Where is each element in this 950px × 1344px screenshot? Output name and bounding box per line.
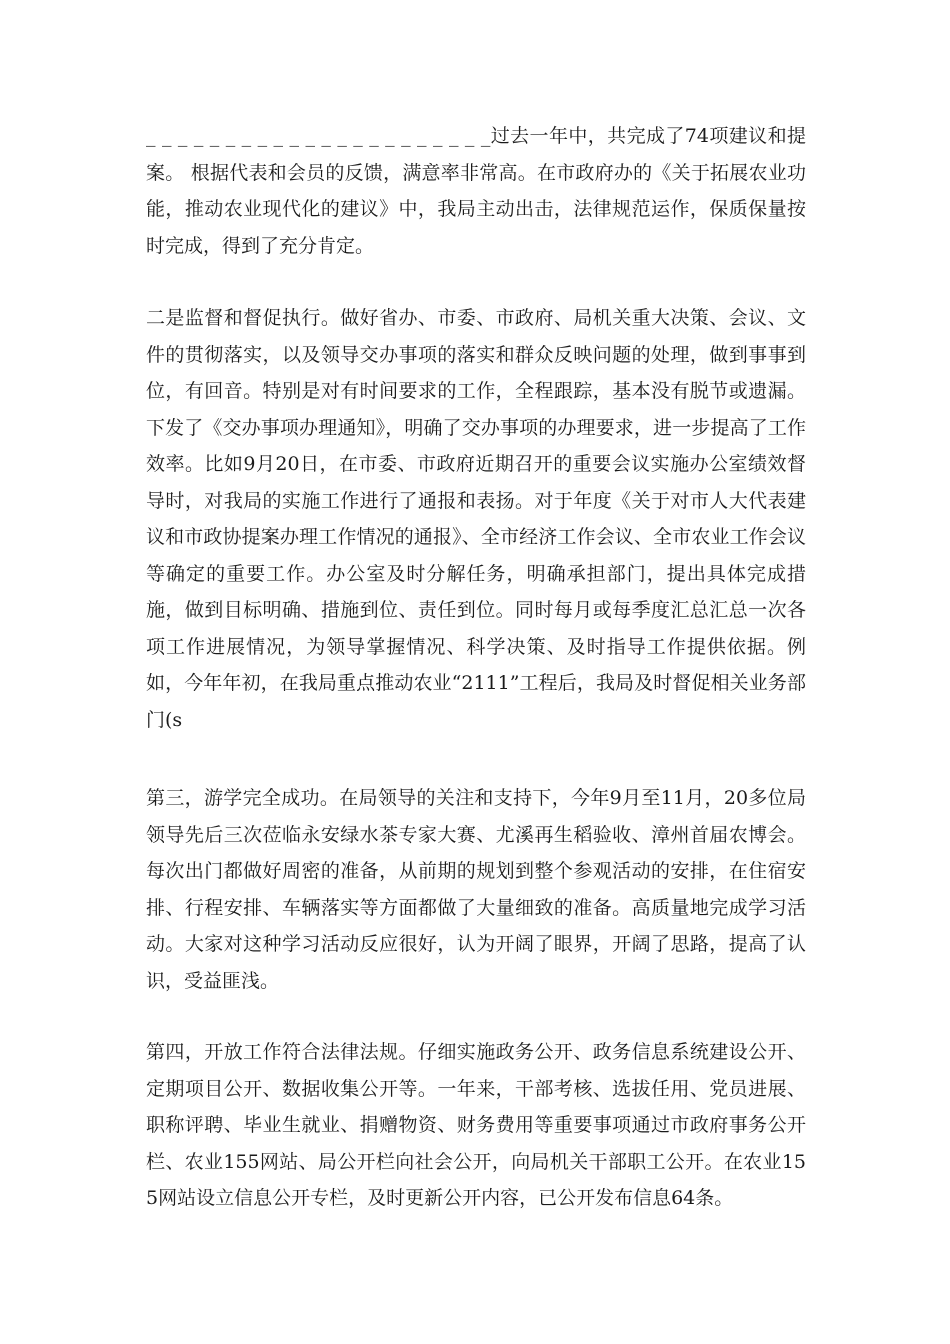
paragraph-open-government: 第四，开放工作符合法律法规。仔细实施政务公开、政务信息系统建设公开、定期项目公开、数据收集公开等。一年来，干部考核、选拔任用、党员进展、职称评聘、毕业生就业、捐赠物资、财务费用等重要事项通过市政府事务公开栏、农业155网站、局公开栏向社会公开，向局机关干部职工公开。在农业155网站设立信息公开专栏，及时更新公开内容，已公开发布信息64条。 bbox=[146, 1041, 806, 1209]
paragraph-proposals-completed: _ _ _ _ _ _ _ _ _ _ _ _ _ _ _ _ _ _ _ _ _ _过去一年中，共完成了74项建议和提案。 根据代表和会员的反馈，满意率非常高。在市政府办的《关于拓展农业功能，推动农业现代化的建议》中，我局主动出击，法律规范运作，保质保量按时完成，得到了充分肯定。 bbox=[146, 125, 806, 257]
paragraph-supervision: 二是监督和督促执行。做好省办、市委、市政府、局机关重大决策、会议、文件的贯彻落实，以及领导交办事项的落实和群众反映问题的处理，做到事事到位，有回音。特别是对有时间要求的工作，全程跟踪，基本没有脱节或遗漏。下发了《交办事项办理通知》，明确了交办事项的办理要求，进一步提高了工作效率。比如9月20日，在市委、市政府近期召开的重要会议实施办公室绩效督导时，对我局的实施工作进行了通报和表扬。对于年度《关于对市人大代表建议和市政协提案办理工作情况的通报》、全市经济工作会议、全市农业工作会议等确定的重要工作。办公室及时分解任务，明确承担部门，提出具体完成措施，做到目标明确、措施到位、责任到位。同时每月或每季度汇总汇总一次各项工作进展情况，为领导掌握情况、科学决策、及时指导工作提供依据。例如，今年年初，在我局重点推动农业“2111”工程后，我局及时督促相关业务部门(s bbox=[146, 307, 806, 731]
paragraph-study-tours: 第三，游学完全成功。在局领导的关注和支持下，今年9月至11月，20多位局领导先后三次莅临永安绿水茶专家大赛、尤溪再生稻验收、漳州首届农博会。每次出门都做好周密的准备，从前期的规划到整个参观活动的安排，在住宿安排、行程安排、车辆落实等方面都做了大量细致的准备。高质量地完成学习活动。大家对这种学习活动反应很好，认为开阔了眼界，开阔了思路，提高了认识，受益匪浅。 bbox=[146, 787, 806, 992]
